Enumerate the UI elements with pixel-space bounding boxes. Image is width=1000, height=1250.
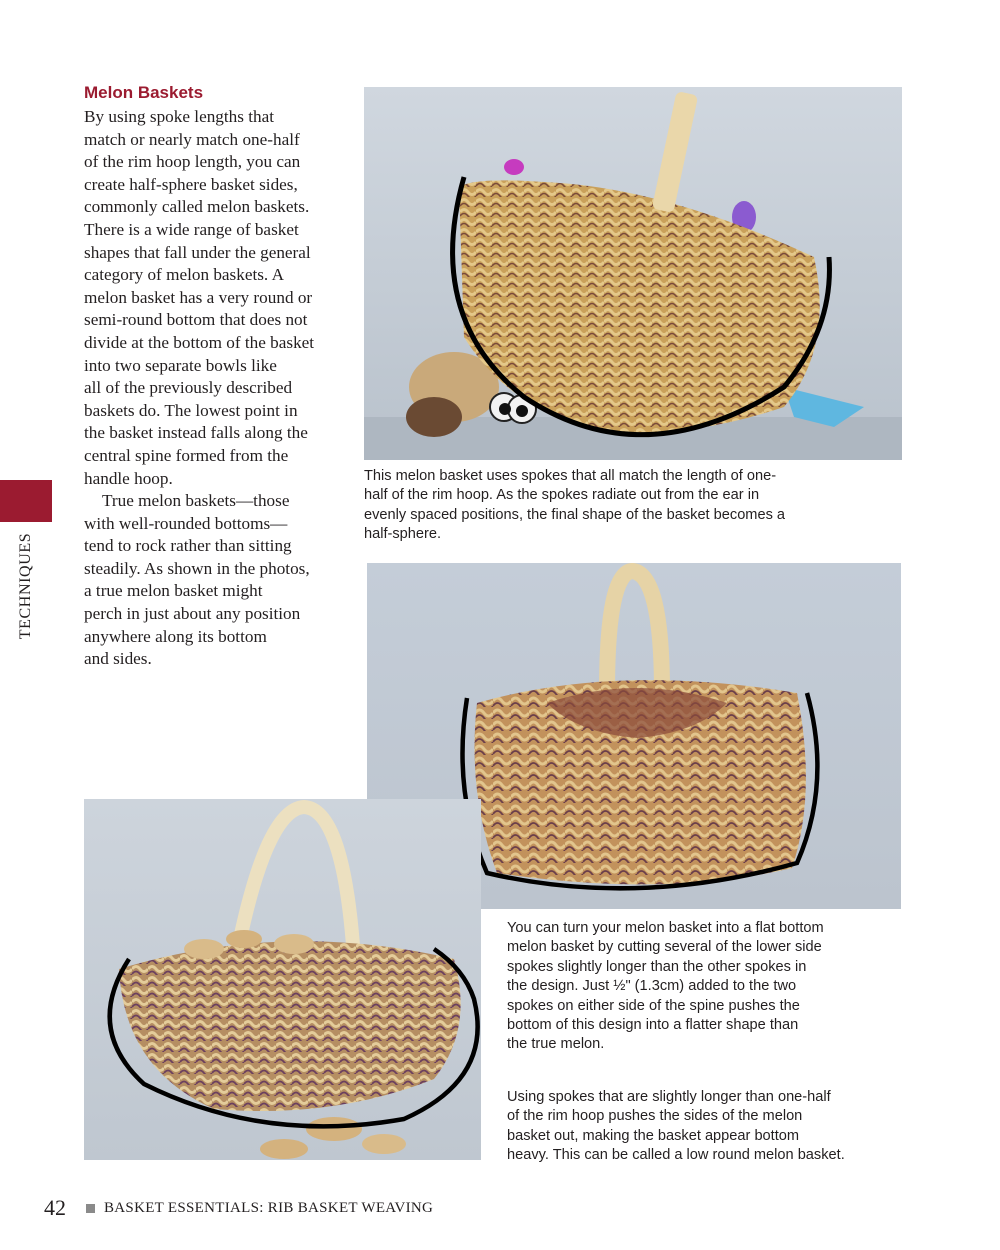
chapter-tab-marker — [0, 480, 52, 522]
section-heading: Melon Baskets — [84, 83, 204, 102]
running-head: BASKET ESSENTIALS: RIB BASKET WEAVING — [104, 1200, 434, 1216]
caption-photo-2: You can turn your melon basket into a flat bottom melon basket by cutting several of the lower side spokes slightly longer than the other spokes in the design. Just ½" (1.3cm) added to the two spokes on either side of the spine pushes the bottom of this design into a flatter shape than the true melon. — [507, 920, 824, 1053]
caption-photo-1: This melon basket uses spokes that all match the length of one- half of the rim hoop. As the spokes radiate out from the ear in evenly spaced positions, the final shape of the basket becomes a half-sphere. — [364, 468, 786, 543]
body-paragraph-2: True melon baskets—those with well-rounded bottoms— tend to rock rather than sitting steadily. As shown in the photos, a true melon basket might perch in just about any position anywhere along its bottom and sides. — [84, 491, 310, 669]
body-text — [84, 106, 352, 671]
body-paragraph-1: By using spoke lengths that match or nearly match one-half of the rim hoop length, you can create half-sphere basket sides, commonly called melon baskets. There is a wide range of basket shapes that fall under the general category of melon baskets. A melon basket has a very round or semi-round bottom that does not divide at the bottom of the basket into two separate bowls like all of the previously described baskets do. The lowest point in the basket instead falls along the central spine formed from the handle hoop. — [84, 107, 315, 488]
photo-true-melon-basket — [364, 87, 902, 460]
photo-low-round-melon-basket — [84, 799, 481, 1160]
chapter-tab-label: TECHNIQUES — [17, 532, 34, 640]
footer-square-icon — [86, 1204, 95, 1213]
caption-photo-3: Using spokes that are slightly longer than one-half of the rim hoop pushes the sides of the melon basket out, making the basket appear bottom heavy. This can be called a low round melon basket. — [507, 1089, 845, 1164]
page-number: 42 — [44, 1195, 66, 1220]
